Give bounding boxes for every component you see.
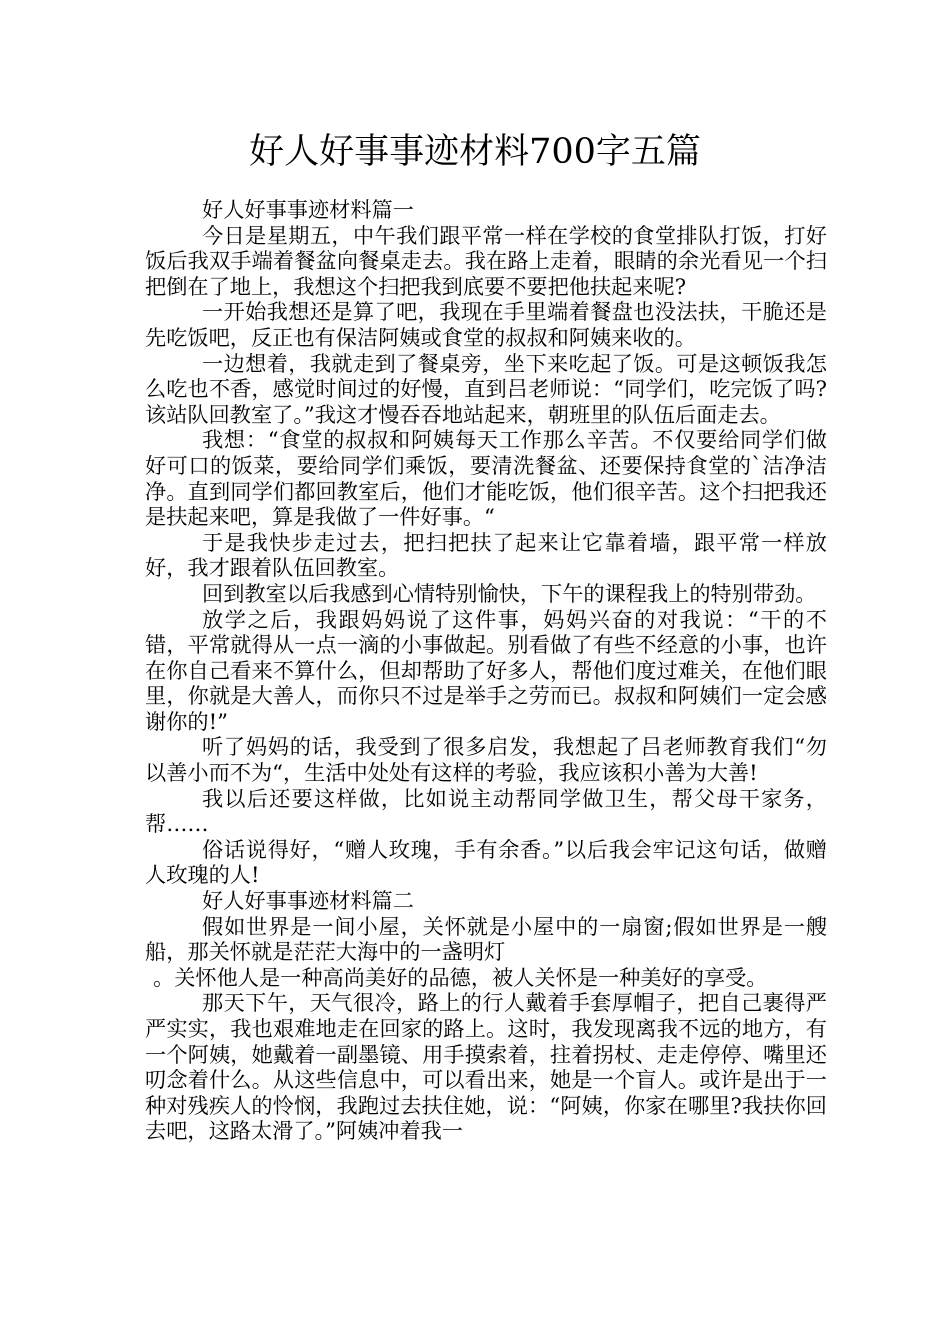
document-body — [145, 197, 827, 1144]
paragraph: 俗话说得好，“赠人玫瑰，手有余香。”以后我会牢记这句话，做赠人玫瑰的人! — [145, 836, 827, 888]
paragraph: 一开始我想还是算了吧，我现在手里端着餐盘也没法扶，干脆还是先吃饭吧，反正也有保洁阿姨或食堂的叔叔和阿姨来收的。 — [145, 299, 827, 350]
paragraph: 一边想着，我就走到了餐桌旁，坐下来吃起了饭。可是这顿饭我怎么吃也不香，感觉时间过的好慢，直到吕老师说：“同学们，吃完饭了吗?该站队回教室了。”我这才慢吞吞地站起来，朝班里的队伍后面走去。 — [145, 350, 827, 427]
paragraph: 放学之后，我跟妈妈说了这件事，妈妈兴奋的对我说：“干的不错，平常就得从一点一滴的小事做起。别看做了有些不经意的小事，也许在你自己看来不算什么，但却帮助了好多人，帮他们度过难关，在他们眼里，你就是大善人，而你只不过是举手之劳而已。叔叔和阿姨们一定会感谢你的!” — [145, 606, 827, 734]
paragraph: 于是我快步走过去，把扫把扶了起来让它靠着墙，跟平常一样放好，我才跟着队伍回教室。 — [145, 529, 827, 581]
paragraph: 那天下午，天气很冷，路上的行人戴着手套厚帽子，把自己裹得严严实实，我也艰难地走在回家的路上。这时，我发现离我不远的地方，有一个阿姨，她戴着一副墨镜、用手摸索着，拄着拐杖、走走停停、嘴里还叨念着什么。从这些信息中，可以看出来，她是一个盲人。或许是出于一种对残疾人的怜悯，我跑过去扶住她，说：“阿姨，你家在哪里?我扶你回去吧，这路太滑了。”阿姨冲着我一 — [145, 990, 827, 1144]
paragraph: 听了妈妈的话，我受到了很多启发，我想起了吕老师教育我们“勿以善小而不为“，生活中处处有这样的考验，我应该积小善为大善! — [145, 734, 827, 786]
section-heading-2: 好人好事事迹材料篇二 — [202, 888, 414, 914]
section-heading-1: 好人好事事迹材料篇一 — [202, 197, 414, 222]
paragraph: 今日是星期五，中午我们跟平常一样在学校的食堂排队打饭，打好饭后我双手端着餐盆向餐桌走去。我在路上走着，眼睛的余光看见一个扫把倒在了地上，我想这个扫把我到底要不要把他扶起来呢? — [145, 222, 827, 299]
paragraph: 。关怀他人是一种高尚美好的品德，被人关怀是一种美好的享受。 — [153, 964, 768, 990]
paragraph: 假如世界是一间小屋，关怀就是小屋中的一扇窗;假如世界是一艘船，那关怀就是茫茫大海中的一盏明灯 — [145, 913, 827, 965]
paragraph: 我想：“食堂的叔叔和阿姨每天工作那么辛苦。不仅要给同学们做好可口的饭菜，要给同学们乘饭，要清洗餐盆、还要保持食堂的`洁净洁净。直到同学们都回教室后，他们才能吃饭，他们很辛苦。这个扫把我还是扶起来吧，算是我做了一件好事。“ — [145, 427, 827, 530]
document-title: 好人好事事迹材料700字五篇 — [249, 132, 701, 172]
paragraph: 我以后还要这样做，比如说主动帮同学做卫生，帮父母干家务，帮…… — [145, 785, 827, 837]
paragraph: 回到教室以后我感到心情特别愉快，下午的课程我上的特别带劲。 — [202, 580, 817, 606]
